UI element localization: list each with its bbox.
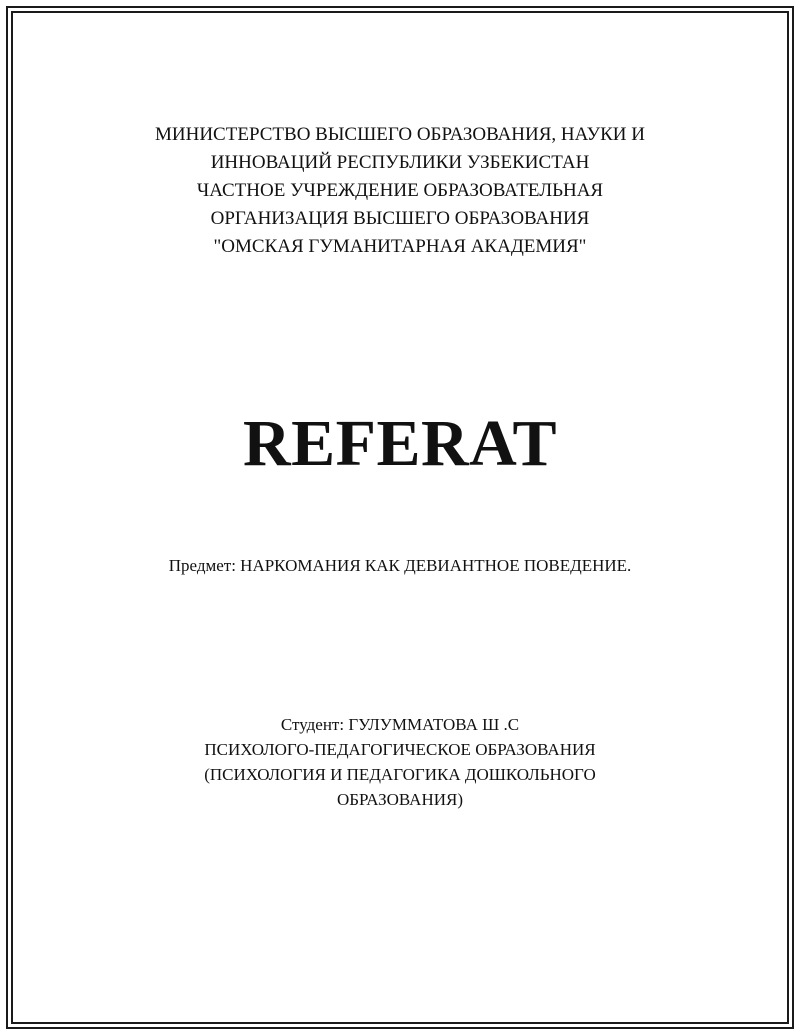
- subject-line: Предмет: НАРКОМАНИЯ КАК ДЕВИАНТНОЕ ПОВЕДЕНИЕ.: [168, 556, 632, 575]
- student-line: ОБРАЗОВАНИЯ): [336, 790, 464, 809]
- header-line: МИНИСТЕРСТВО ВЫСШЕГО ОБРАЗОВАНИЯ, НАУКИ И: [155, 124, 645, 145]
- header-line: ИННОВАЦИЙ РЕСПУБЛИКИ УЗБЕКИСТАН: [210, 152, 590, 173]
- student-info: [60, 712, 740, 812]
- student-line: ПСИХОЛОГО-ПЕДАГОГИЧЕСКОЕ ОБРАЗОВАНИЯ: [204, 740, 596, 759]
- student-line: (ПСИХОЛОГИЯ И ПЕДАГОГИКА ДОШКОЛЬНОГО: [204, 765, 596, 784]
- header-line: ЧАСТНОЕ УЧРЕЖДЕНИЕ ОБРАЗОВАТЕЛЬНАЯ: [196, 180, 604, 201]
- header-line: "ОМСКАЯ ГУМАНИТАРНАЯ АКАДЕМИЯ": [213, 236, 587, 257]
- student-line: Студент: ГУЛУММАТОВА Ш .С: [280, 715, 520, 734]
- document-title: REFERAT: [243, 407, 557, 480]
- institution-header: [60, 121, 740, 261]
- header-line: ОРГАНИЗАЦИЯ ВЫСШЕГО ОБРАЗОВАНИЯ: [210, 208, 590, 229]
